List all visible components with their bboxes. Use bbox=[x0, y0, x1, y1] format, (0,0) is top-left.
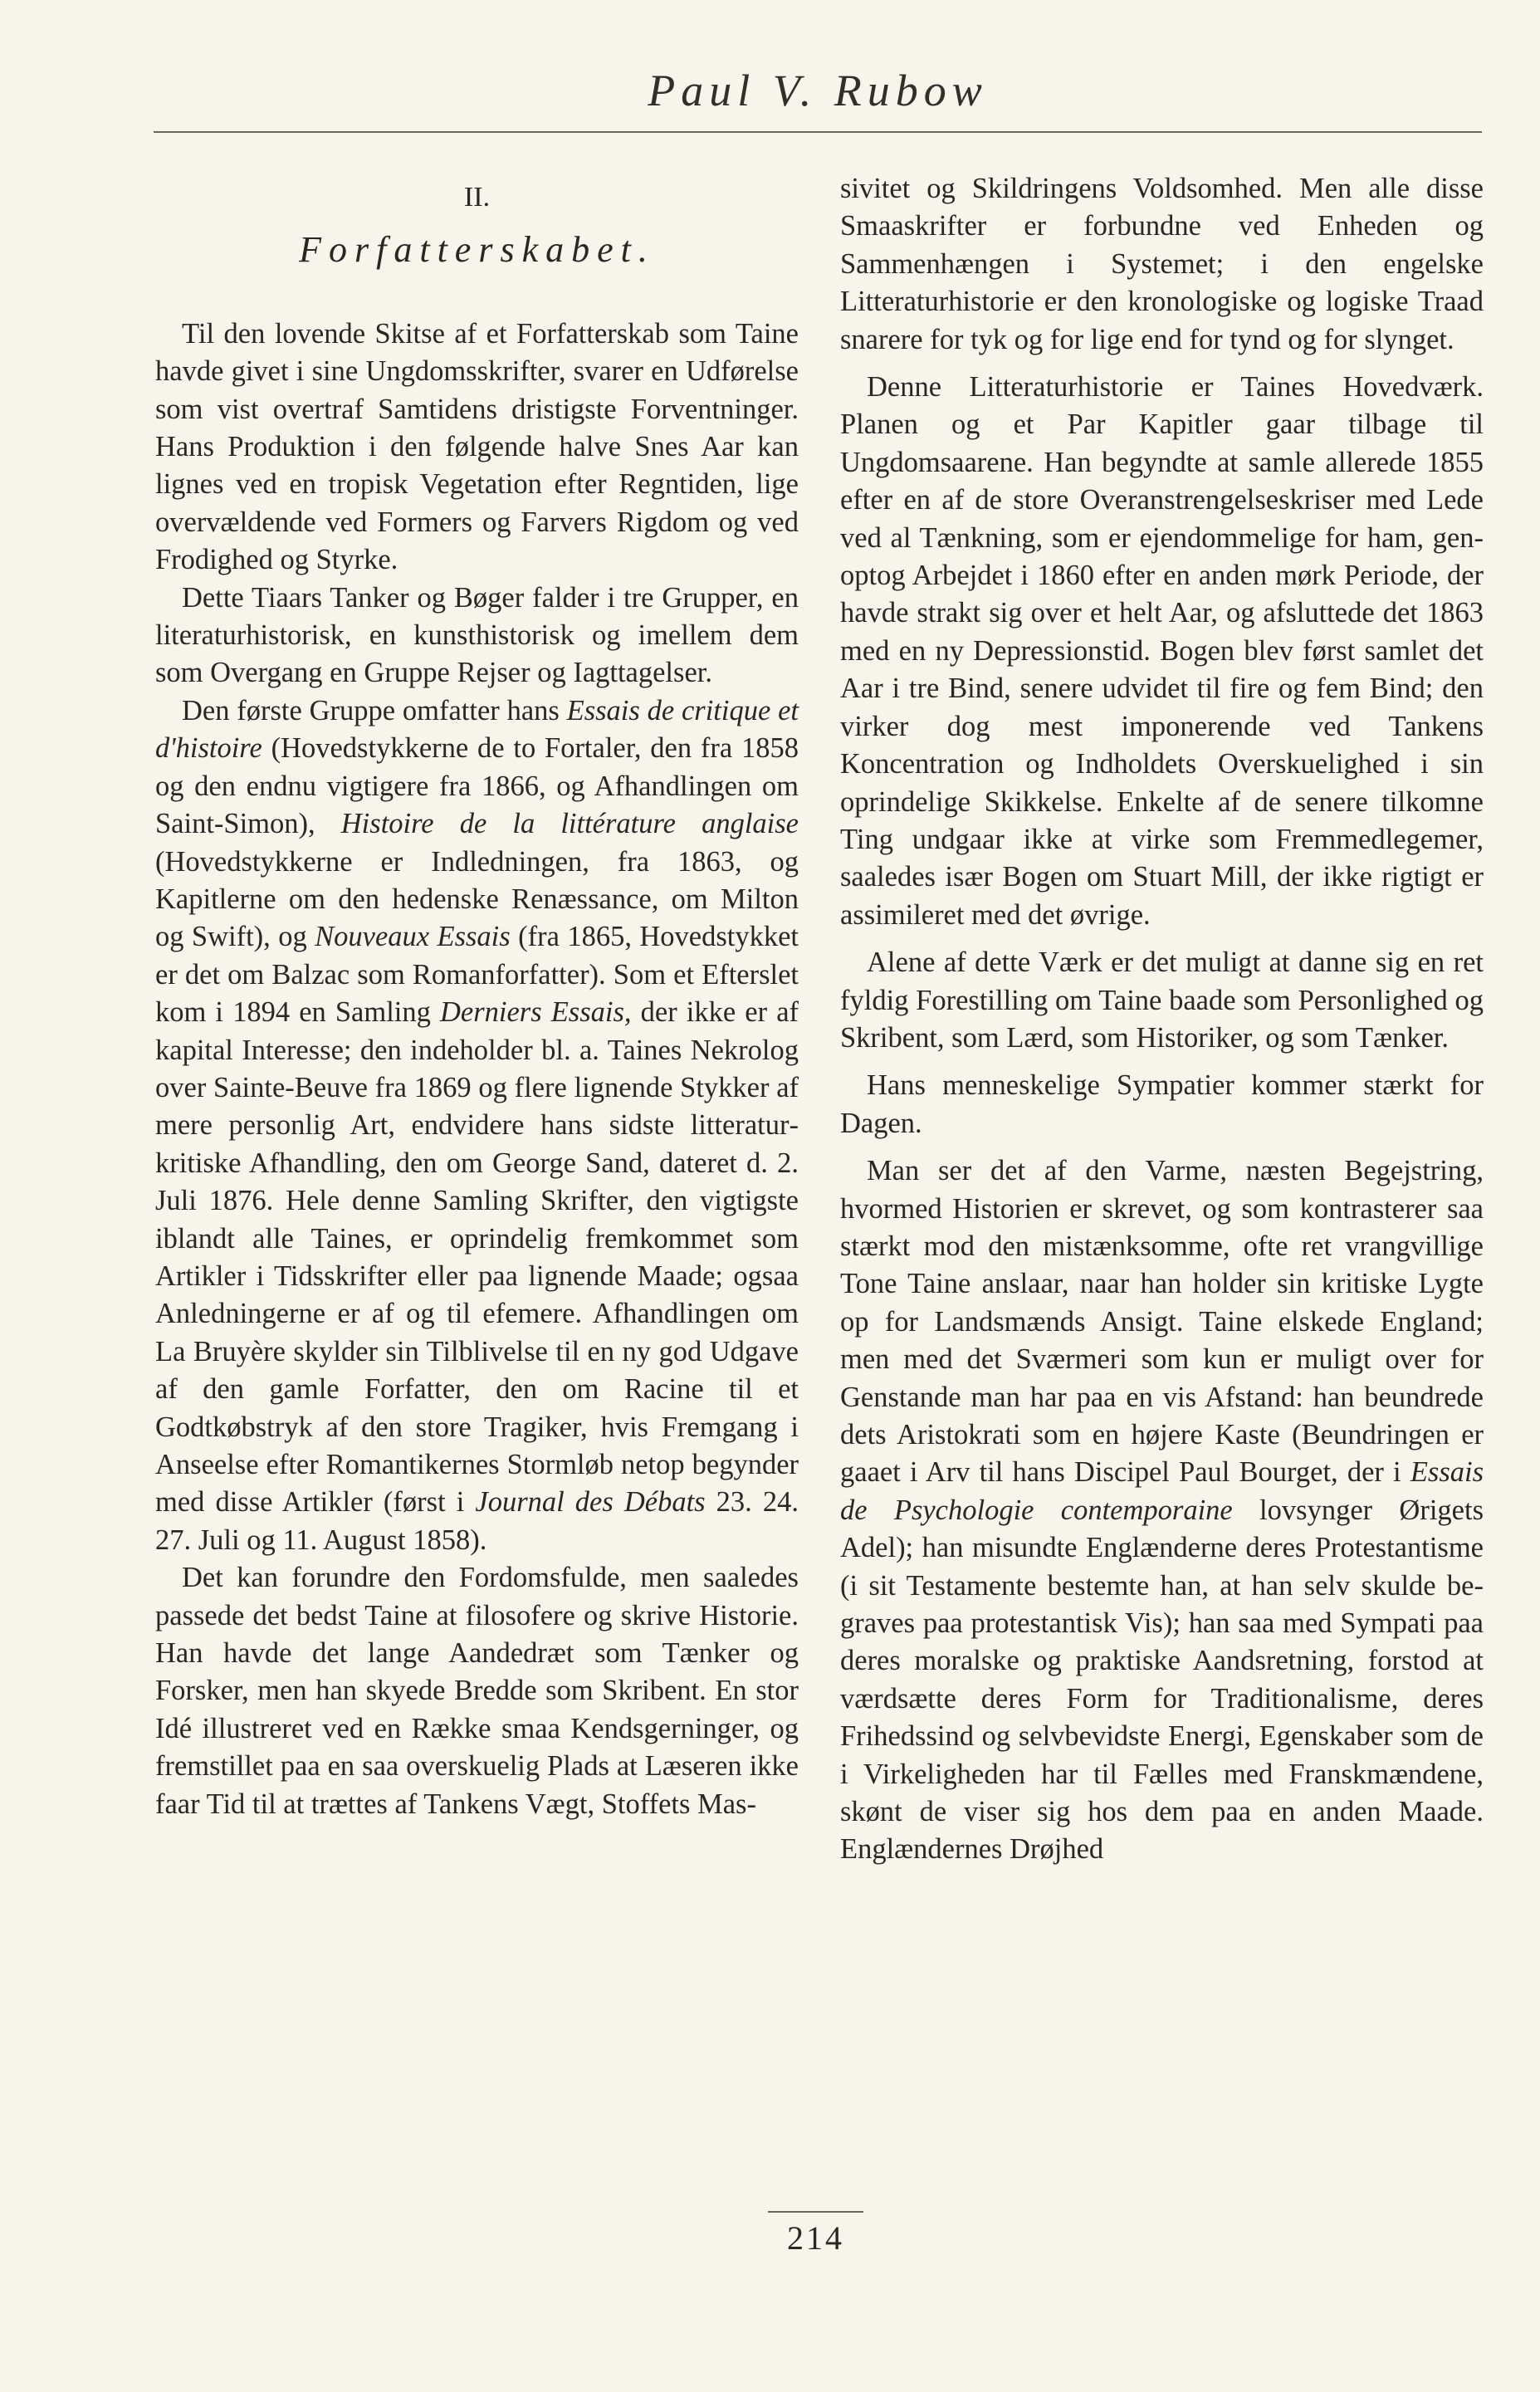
right-column bbox=[840, 170, 1484, 1869]
paragraph: Hans menneskelige Sympatier kommer stærkt for Dagen. bbox=[840, 1069, 1484, 1139]
paragraph: Til den lovende Skitse af et Forfatterskab som Taine havde givet i sine Ungdomsskrifter, svarer en Udførelse som vist overtraf Samtidens dristigste Forventninger. Hans Produktion i den følgende halve Snes Aar kan lignes ved en tropisk Vegetation efter Regntiden, lige overvældende ved Formers og Farvers Rigdom og ved Frodighed og Styrke. bbox=[155, 317, 799, 576]
text-run: (Hovedstykkerne de to Fortaler, den fra 1858 og den endnu vigtigere fra 1866, og Afhandlingen om Saint-Simon), bbox=[155, 732, 799, 840]
header-rule bbox=[154, 131, 1482, 133]
text-run: (fra 1865, Hovedstykket er det om Balzac som Romanforfatter). Som et Efterslet kom i 1894 en Samling bbox=[155, 921, 799, 1029]
page-number: 214 bbox=[787, 2219, 844, 2257]
text-run: der ikke er af kapital Interesse; den indeholder bl. a. Taines Nekrolog over Sainte-Beuve fra 1869 og flere lignende Stykker af mere personlig Art, endvidere hans sidste litteraturkritiske Afhandling, den om George Sand, dateret d. 2. Juli 1876. Hele denne Samling Skrifter, den vigtigste iblandt alle Taines, er oprindelig fremkommet som Artikler i Tidsskrifter eller paa lignende Maade; ogsaa Anledningerne er af og til efemere. Afhandlingen om La Bruyère skylder sin Tilblivelse til en ny god Udgave af den gamle Forfatter, den om Racine til et Godtkøbstryk af den store Tragiker, hvis Fremgang i Anseelse efter Romantikernes Stormløb netop begynder med disse Artikler (først i bbox=[155, 996, 799, 1519]
text-run: Den første Gruppe omfatter hans bbox=[182, 694, 567, 726]
text-run: Man ser det af den Varme, næsten Begejstring, hvormed Historien er skrevet, og som kontrasterer saa stærkt mod den mistænksomme, ofte ret vrangvillige Tone Taine anslaar, naar han holder sin kritiske Lygte op for Landsmænds Ansigt. Taine elskede England; men med det Sværmeri som kun er muligt over for Genstande man har paa en vis Afstand: han beundrede dets Aristokrati som en højere Kaste (Beundringen er gaaet i Arv til hans Discipel Paul Bourget, der i bbox=[840, 1155, 1484, 1489]
book-title: Essais de Psychologie contemporaine bbox=[840, 1456, 1484, 1526]
book-title: Histoire de la littérature anglaise bbox=[340, 808, 799, 840]
section-number: II. bbox=[463, 182, 491, 213]
journal-title: Journal des Débats bbox=[475, 1486, 706, 1519]
left-column bbox=[155, 170, 799, 1823]
footer-rule bbox=[768, 2211, 863, 2213]
running-header: Paul V. Rubow bbox=[648, 66, 988, 115]
text-run: (Hovedstykkerne er Indledningen, fra 1863, og Kapitlerne om den hedenske Renæssance, om Milton og Swift), og bbox=[155, 845, 799, 953]
paragraph: Dette Tiaars Tanker og Bøger falder i tre Grupper, en literaturhistorisk, en kunsthistorisk og imellem dem som Overgang en Gruppe Rejser og Iagttagelser. bbox=[155, 581, 799, 689]
paragraph: sivitet og Skildringens Voldsomhed. Men alle disse Smaaskrifter er forbundne ved Enheden og Sammenhængen i Systemet; i den engelske Litteraturhistorie er den kronologiske og logiske Traad snarere for tyk og for lige end for tynd og for slynget. bbox=[840, 173, 1484, 355]
book-title: Derniers Essais, bbox=[439, 996, 632, 1029]
paragraph bbox=[840, 1152, 1484, 1869]
paragraph: Alene af dette Værk er det muligt at danne sig en ret fyldig Forestilling om Taine baade som Personlighed og Skribent, som Lærd, som Historiker, og som Tænker. bbox=[840, 947, 1484, 1054]
section-title: Forfatterskabet. bbox=[299, 229, 655, 271]
text-run: lovsynger Ørigets Adel); han misundte Englænderne deres Protestantisme (i sit Testamente bestemte han, at han selv skulde begraves paa protestantisk Vis); han saa med Sympati paa deres moralske og praktiske Aandsretning, forstod at værdsætte deres Form for Traditionalisme, deres Frihedssind og selvbevidste Energi, Egenskaber som de i Virkeligheden har til Fælles med Franskmændene, skønt de viser sig hos dem paa en anden Maade. Englændernes Drøjhed bbox=[840, 1494, 1484, 1866]
book-title: Nouveaux Essais bbox=[315, 921, 511, 953]
paragraph: Det kan forundre den Fordomsfulde, men saaledes passede det bedst Taine at filosofere og skrive Historie. Han havde det lange Aandedræt som Tænker og Forsker, men han skyede Bredde som Skribent. En stor Idé illustreret ved en Række smaa Kendsgerninger, og fremstillet paa en saa overskuelig Plads at Læseren ikke faar Tid til at trættes af Tankens Vægt, Stoffets Mas- bbox=[155, 1562, 799, 1820]
paragraph: Denne Litteraturhistorie er Taines Hovedværk. Planen og et Par Kapitler gaar tilbage til Ungdomsaarene. Han begyndte at samle allerede 1855 efter en af de store Overanstrengelseskriser med Lede ved al Tænkning, som er ejendommelige for ham, genoptog Arbejdet i 1860 efter en anden mørk Periode, der havde strakt sig over et helt Aar, og afsluttede det 1863 med en ny Depressionstid. Bogen blev først samlet det Aar i tre Bind, senere udvidet til fire og fem Bind; den virker dog mest imponerende ved Tankens Koncentration og Indholdets Overskuelighed i sin oprindelige Skikkelse. Enkelte af de senere tilkomne Ting undgaar ikke at virke som Fremmedlegemer, saaledes især Bogen om Stuart Mill, der ikke rigtigt er assimileret med det øvrige. bbox=[840, 371, 1484, 931]
book-title: Essais de critique et d'histoire bbox=[155, 694, 799, 765]
text-run: 23. 24. 27. Juli og 11. August 1858). bbox=[155, 1486, 799, 1556]
paragraph bbox=[155, 692, 799, 1559]
